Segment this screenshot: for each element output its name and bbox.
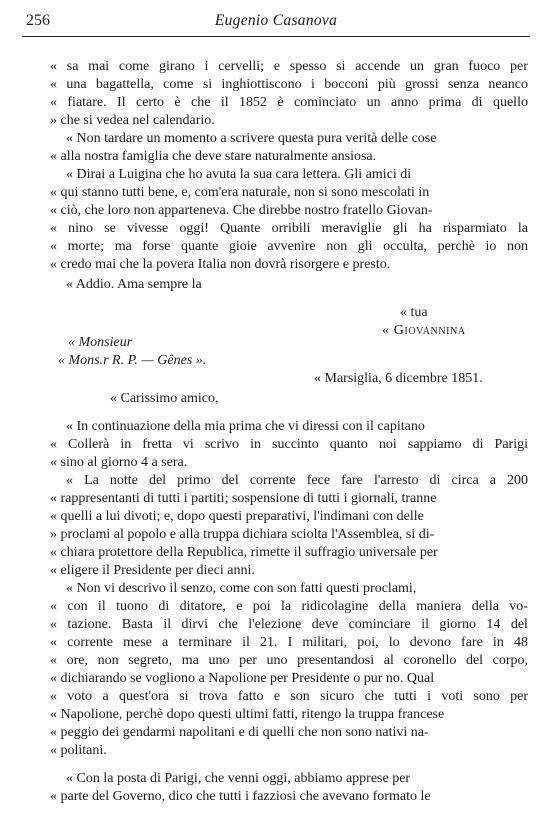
text-line: « con il tuono di ditatore, e poi la ridicolagine della maniera della vo-: [50, 599, 528, 614]
page-number: 256: [26, 12, 50, 29]
text-line: « sino al giorno 4 a sera.: [50, 455, 188, 470]
text-line: « eligere il Presidente per dieci anni.: [50, 563, 255, 578]
text-line: « Carissimo amico,: [110, 391, 219, 406]
text-line: « una bagattella, come si inghiottiscono i bocconi più grossi senza neanco: [50, 77, 529, 92]
text-line: « ciò, che loro non apparteneva. Che direbbe nostro fratello Giovan-: [50, 203, 433, 218]
text-line: « parte del Governo, dico che tutti i fazziosi che avevano formato le: [50, 789, 431, 804]
text-line: « credo mai che la povera Italia non dovrà risorgere e presto.: [50, 257, 391, 272]
text-line: « Con la posta di Parigi, che venni oggi, abbiamo apprese per: [66, 771, 411, 786]
text-line: « Non vi descrivo il senzo, come con son fatti questi proclami,: [66, 581, 417, 596]
text-line: « alla nostra famiglia che deve stare naturalmente ansiosa.: [50, 149, 377, 164]
running-head: Eugenio Casanova: [214, 12, 338, 29]
text-line: « chiara protettore della Republica, rimette il suffragio universale per: [50, 545, 438, 560]
text-line: « qui stanno tutti bene, e, com'era naturale, non si sono mescolati in: [50, 185, 430, 200]
text-line: « tazione. Basta il dirvi che l'elezione deve cominciare il giorno 14 del: [50, 617, 528, 632]
text-line: « Napolione, perchè dopo questi ultimi fatti, ritengo la truppa francese: [50, 707, 445, 722]
text-line: « fiatare. Il certo è che il 1852 è cominciato un anno prima di quello: [50, 95, 528, 110]
text-line: « Giovannina: [382, 323, 466, 338]
text-line: « Collerà in fretta vi scrivo in succinto quanto noi sappiamo di Parigi: [50, 437, 528, 452]
text-line: « Addio. Ama sempre la: [66, 277, 202, 292]
text-line: « Marsiglia, 6 dicembre 1851.: [314, 371, 483, 386]
text-line: « quelli a lui divoti; e, dopo questi preparativi, l'indimani con delle: [50, 509, 424, 524]
text-line: « Monsieur: [68, 335, 133, 350]
text-line: « voto a quest'ora si trova fatto e son sicuro che tutti i voti sono per: [50, 689, 529, 704]
text-line: « politani.: [50, 743, 107, 758]
text-line: « tua: [400, 305, 428, 320]
text-line: « ore, non segreto, ma uno per uno presentandosi al coronello del corpo,: [50, 653, 529, 668]
text-line: « Non tardare un momento a scrivere questa pura verità delle cose: [66, 131, 437, 146]
text-line: « Mons.r R. P. — Gênes ».: [58, 353, 207, 368]
page-header: [22, 6, 530, 37]
text-line: » che si vedea nel calendario.: [50, 113, 215, 128]
text-line: « Dirai a Luigina che ho avuta la sua cara lettera. Gli amici di: [66, 167, 412, 182]
text-line: « sa mai come girano i cervelli; e spesso si accende un gran fuoco per: [50, 59, 528, 74]
text-line: « In continuazione della mia prima che vi diressi con il capitano: [66, 419, 425, 434]
text-line: « nino se vivesse oggi! Quante orribili meraviglie gli ha risparmiato la: [50, 221, 528, 236]
text-line: « dichiarando se vogliono a Napolione per Presidente o pur no. Qual: [50, 671, 435, 686]
text-line: « rappresentanti di tutti i partiti; sospensione di tutti i giornali, tranne: [50, 491, 437, 506]
text-line: » proclami al popolo e alla truppa dichiara sciolta l'Assemblea, si di-: [50, 527, 435, 542]
text-line: « La notte del primo del corrente fece fare l'arresto di circa a 200: [66, 473, 529, 488]
text-line: « peggio dei gendarmi napolitani e di quelli che non sono nativi na-: [50, 725, 429, 740]
text-line: « corrente mese a terminare il 21. I militari, poi, lo devono fare in 48: [50, 635, 528, 650]
text-line: « morte; ma forse quante gioie avvenire non gli occulta, perchè io non: [50, 239, 528, 254]
